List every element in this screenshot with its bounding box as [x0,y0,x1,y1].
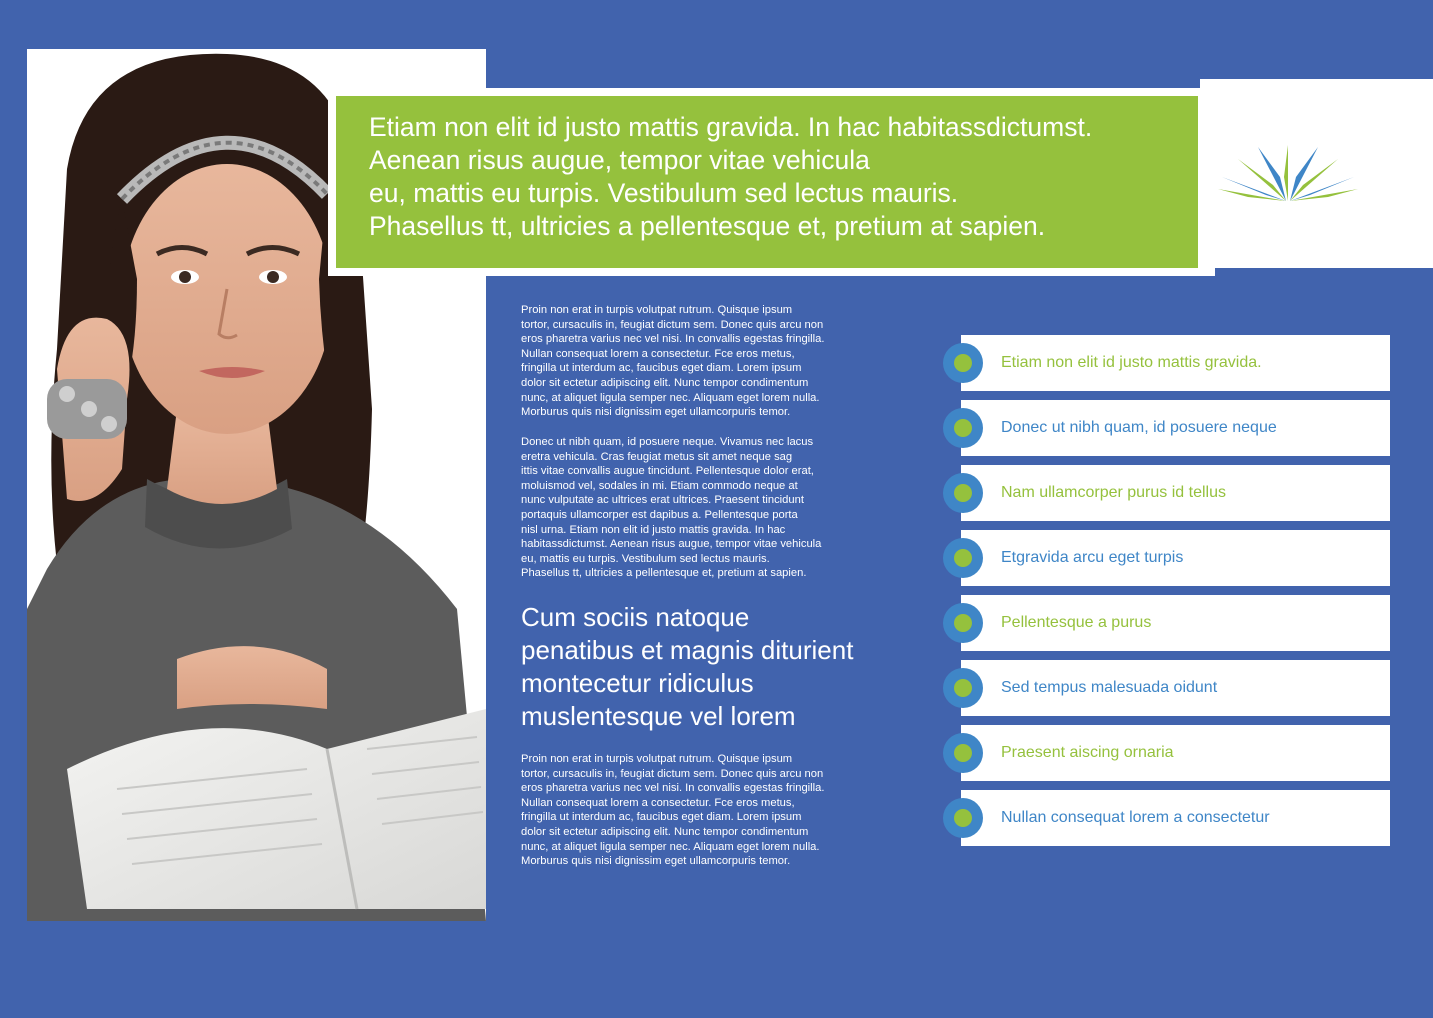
body-line: Morburus quis nisi dignissim eget ullamcorpuris temor. [521,406,791,419]
headline-line-3: eu, mattis eu turpis. Vestibulum sed lectus mauris. [369,178,959,208]
headline-box [336,96,1198,268]
body-line: Nullan consequat lorem a consectetur. Fce eros metus, [521,796,795,809]
feature-label: Sed tempus malesuada oidunt [1001,679,1218,696]
body-line: Phasellus tt, ultricies a pellentesque et, pretium at sapien. [521,567,807,580]
body-line: nunc, at aliquet ligula semper nec. Aliquam eget lorem nulla. [521,840,820,853]
open-book-logo-icon [1218,137,1358,207]
feature-label: Praesent aiscing ornaria [1001,744,1174,761]
feature-label: Nam ullamcorper purus id tellus [1001,484,1226,501]
body-line: moluismod vel, sodales in mi. Etiam commodo neque at [521,479,798,492]
feature-list-item-5 [961,595,1390,651]
feature-list-item-2 [961,400,1390,456]
body-line: dolor sit ectetur adipiscing elit. Nunc tempor condimentum [521,376,809,389]
feature-list-item-8 [961,790,1390,846]
logo-panel [1200,79,1433,268]
subheading-line-1: Cum sociis natoque [521,602,750,632]
bullet-circle-icon [943,473,983,513]
body-line: Proin non erat in turpis volutpat rutrum. Quisque ipsum [521,304,793,316]
body-line: nisl urna. Etiam non elit id justo mattis gravida. In hac [521,523,786,536]
body-paragraph-2 [521,435,891,581]
bullet-circle-icon [943,408,983,448]
feature-label: Donec ut nibh quam, id posuere neque [1001,419,1277,436]
body-line: Nullan consequat lorem a consectetur. Fce eros metus, [521,347,795,360]
feature-list-item-1 [961,335,1390,391]
subheading-line-2: penatibus et magnis diturient [521,635,854,665]
feature-label: Nullan consequat lorem a consectetur [1001,809,1270,826]
body-paragraph-3 [521,752,891,869]
bullet-circle-icon [943,668,983,708]
body-line: eretra vehicula. Cras feugiat metus sit amet neque sag [521,450,793,463]
body-paragraph-1 [521,303,891,420]
body-line: Donec ut nibh quam, id posuere neque. Vivamus nec lacus [521,436,814,448]
body-line: tortor, cursaculis in, feugiat dictum sem. Donec quis arcu non [521,318,824,331]
body-line: nunc, at aliquet ligula semper nec. Aliquam eget lorem nulla. [521,391,820,404]
feature-list-item-7 [961,725,1390,781]
headline-line-4: Phasellus tt, ultricies a pellentesque et, pretium at sapien. [369,211,1046,241]
body-line: eu, mattis eu turpis. Vestibulum sed lectus mauris. [521,552,770,565]
body-line: ittis vitae convallis augue tincidunt. Pellentesque dolor erat, [521,465,814,478]
body-line: habitassdictumst. Aenean risus augue, tempor vitae vehicula [521,538,822,551]
body-line: eros pharetra varius nec vel nisi. In convallis egestas fringilla. [521,333,825,346]
bullet-circle-icon [943,538,983,578]
headline-line-1: Etiam non elit id justo mattis gravida. In hac habitassdictumst. [369,112,1093,142]
subheading-line-4: muslentesque vel lorem [521,701,796,731]
subheading-line-3: montecetur ridiculus [521,668,754,698]
feature-label: Etiam non elit id justo mattis gravida. [1001,354,1262,371]
headline-line-2: Aenean risus augue, tempor vitae vehicula [369,145,870,175]
bullet-circle-icon [943,798,983,838]
body-line: dolor sit ectetur adipiscing elit. Nunc tempor condimentum [521,825,809,838]
bullet-circle-icon [943,603,983,643]
body-line: tortor, cursaculis in, feugiat dictum sem. Donec quis arcu non [521,767,824,780]
body-line: portaquis ullamcorper est dapibus a. Pellentesque porta [521,508,798,521]
bullet-circle-icon [943,733,983,773]
feature-list-item-3 [961,465,1390,521]
feature-list-item-6 [961,660,1390,716]
body-line: fringilla ut interdum ac, faucibus eget diam. Lorem ipsum [521,811,802,824]
subheading [521,601,921,733]
feature-list-item-4 [961,530,1390,586]
body-line: Proin non erat in turpis volutpat rutrum. Quisque ipsum [521,753,793,765]
bullet-circle-icon [943,343,983,383]
feature-label: Pellentesque a purus [1001,614,1152,631]
body-line: Morburus quis nisi dignissim eget ullamcorpuris temor. [521,855,791,868]
body-line: eros pharetra varius nec vel nisi. In convallis egestas fringilla. [521,782,825,795]
feature-label: Etgravida arcu eget turpis [1001,549,1184,566]
body-line: nunc vulputate ac ultrices erat ultrices. Praesent tincidunt [521,494,804,507]
body-line: fringilla ut interdum ac, faucibus eget diam. Lorem ipsum [521,362,802,375]
